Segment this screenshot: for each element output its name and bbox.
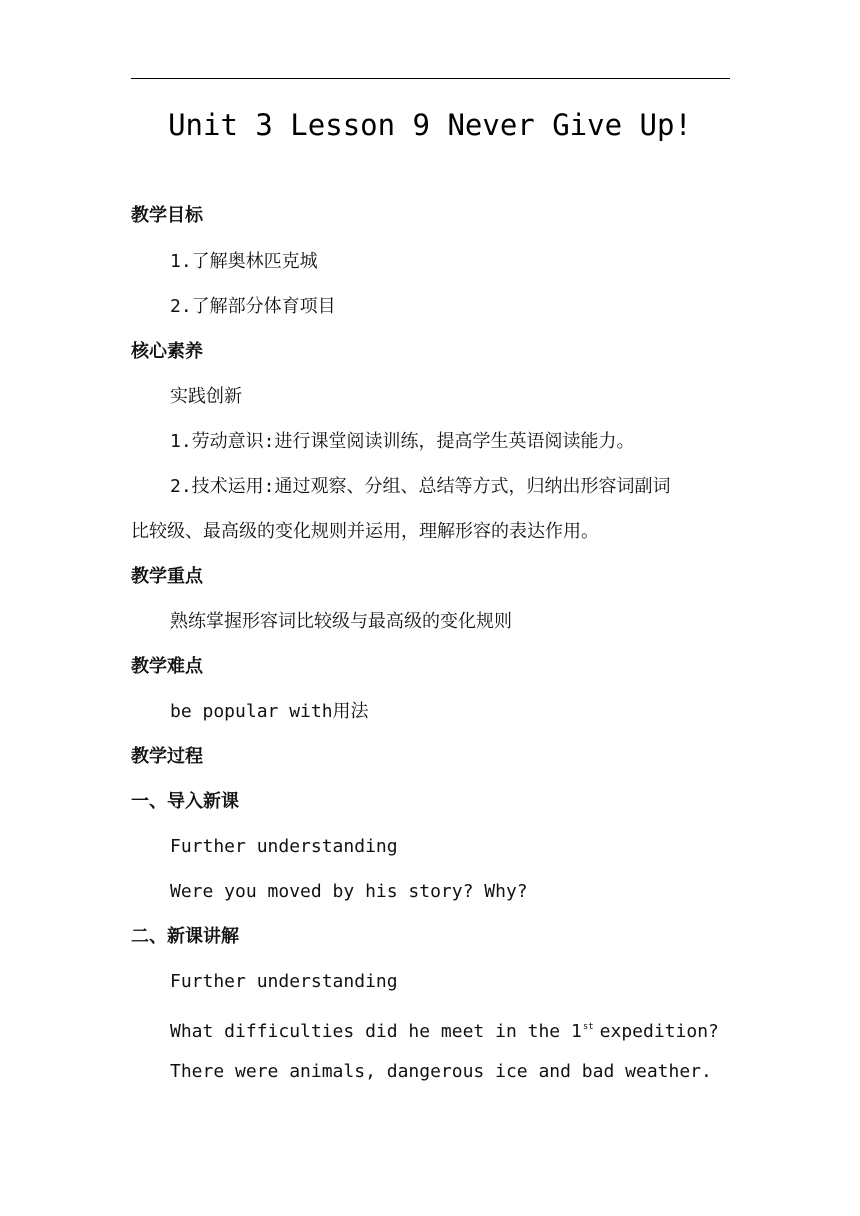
objective-item-2: 2.了解部分体育项目 [170, 296, 336, 317]
core-literacy-item-1: 1.劳动意识:进行课堂阅读训练，提高学生英语阅读能力。 [170, 431, 635, 452]
key-points-text: 熟练掌握形容词比较级与最高级的变化规则 [170, 611, 512, 632]
process-part-1-line-2: Were you moved by his story? Why? [170, 881, 528, 902]
objective-item-1: 1.了解奥林匹克城 [170, 251, 318, 272]
section-heading-difficulties: 教学难点 [131, 656, 203, 677]
process-part-2-line-3: There were animals, dangerous ice and bad weather. [170, 1061, 712, 1082]
section-heading-objectives: 教学目标 [131, 205, 203, 226]
difficulties-text: be popular with用法 [170, 701, 369, 722]
process-part-2-line-2 [170, 1015, 719, 1044]
core-literacy-item-2-line-2: 比较级、最高级的变化规则并运用，理解形容的表达作用。 [131, 521, 599, 542]
core-literacy-item-2-line-1: 2.技术运用:通过观察、分组、总结等方式，归纳出形容词副词 [170, 476, 671, 497]
question-text-end: expedition? [599, 1021, 719, 1042]
header-rule [131, 78, 730, 79]
document-title: Unit 3 Lesson 9 Never Give Up! [168, 108, 692, 142]
section-heading-process: 教学过程 [131, 746, 203, 767]
section-heading-core-literacy: 核心素养 [131, 341, 203, 362]
question-text: What difficulties did he meet in the 1 [170, 1021, 582, 1042]
process-part-1-heading: 一、导入新课 [131, 791, 239, 812]
section-heading-key-points: 教学重点 [131, 566, 203, 587]
process-part-2-heading: 二、新课讲解 [131, 926, 239, 947]
process-part-1-line-1: Further understanding [170, 836, 398, 857]
process-part-2-line-1: Further understanding [170, 971, 398, 992]
ordinal-superscript: st [582, 1022, 594, 1032]
core-literacy-subheading: 实践创新 [170, 386, 242, 407]
